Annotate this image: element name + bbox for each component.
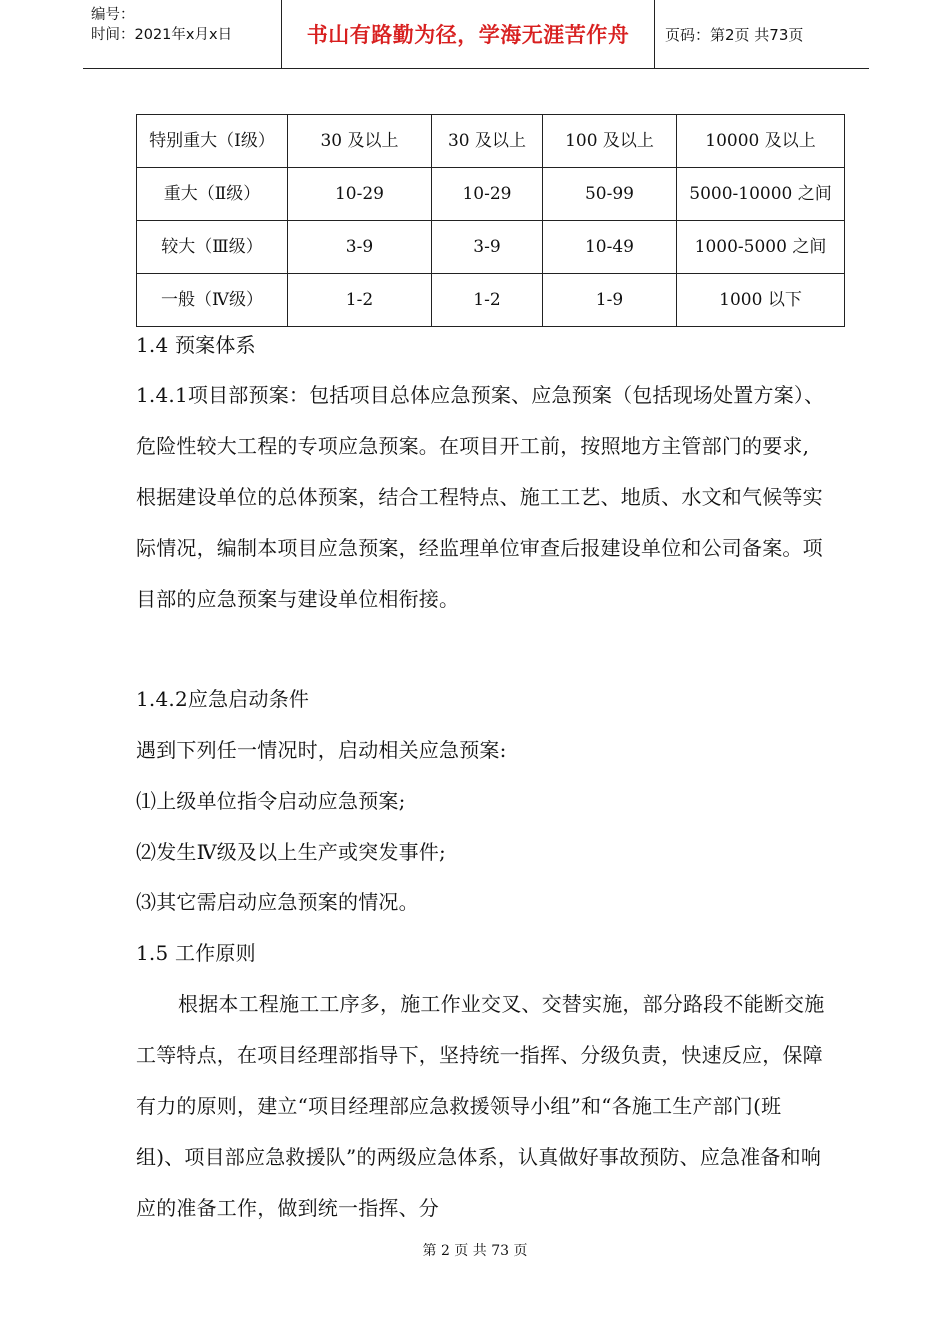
table-cell: 10000 及以上 [677, 115, 845, 168]
time-label: 时间：2021年x月x日 [91, 27, 233, 43]
table-row [137, 115, 845, 168]
table-cell: 10-49 [543, 221, 677, 274]
incident-level-table [136, 114, 845, 327]
condition-item-2: ⑵发生Ⅳ级及以上生产或突发事件; [136, 840, 446, 864]
table-cell: 10-29 [288, 168, 432, 221]
table-row [137, 274, 845, 327]
table-row [137, 221, 845, 274]
page-footer: 第 2 页 共 73 页 [422, 1243, 528, 1259]
paragraph-1-5: 根据本工程施工工序多，施工作业交叉、交替实施，部分路段不能断交施工等特点，在项目经理部指导下，坚持统一指挥、分级负责，快速反应，保障有力的原则，建立“项目经理部应急救援领导小组”和“各施工生产部门(班组)、项目部应急救援队”的两级应急体系，认真做好事故预防、应急准备和响应的准备工作，做到统一指挥、分 [136, 992, 825, 1220]
table-cell: 3-9 [288, 221, 432, 274]
table-cell: 1000-5000 之间 [677, 221, 845, 274]
heading-1-5: 1.5 工作原则 [136, 941, 256, 965]
table-cell: 1-2 [288, 274, 432, 327]
condition-intro: 遇到下列任一情况时，启动相关应急预案: [136, 738, 507, 762]
table-cell: 1000 以下 [677, 274, 845, 327]
page-header [83, 0, 869, 69]
header-meta [83, 0, 282, 68]
table-row [137, 168, 845, 221]
table-cell: 30 及以上 [432, 115, 543, 168]
paragraph-1-4-1: 1.4.1项目部预案：包括项目总体应急预案、应急预案（包括现场处置方案）、危险性较大工程的专项应急预案。在项目开工前，按照地方主管部门的要求,根据建设单位的总体预案，结合工程特点、施工工艺、地质、水文和气候等实际情况，编制本项目应急预案，经监理单位审查后报建设单位和公司备案。项目部的应急预案与建设单位相衔接。 [136, 383, 825, 611]
table-cell: 1-2 [432, 274, 543, 327]
header-page-info: 页码：第2页 共73页 [665, 25, 804, 44]
table-cell: 50-99 [543, 168, 677, 221]
condition-item-3: ⑶其它需启动应急预案的情况。 [136, 890, 419, 914]
table-cell: 10-29 [432, 168, 543, 221]
heading-1-4-2: 1.4.2应急启动条件 [136, 687, 310, 711]
table-cell: 100 及以上 [543, 115, 677, 168]
table-cell: 1-9 [543, 274, 677, 327]
table-cell: 3-9 [432, 221, 543, 274]
table-cell: 较大（Ⅲ级） [137, 221, 288, 274]
table-cell: 一般（Ⅳ级） [137, 274, 288, 327]
number-label: 编号： [91, 7, 135, 23]
heading-1-4: 1.4 预案体系 [136, 333, 256, 357]
condition-item-1: ⑴上级单位指令启动应急预案; [136, 789, 406, 813]
header-motto: 书山有路勤为径，学海无涯苦作舟 [282, 0, 655, 68]
table-cell: 特别重大（Ⅰ级） [137, 115, 288, 168]
table-cell: 30 及以上 [288, 115, 432, 168]
table-cell: 5000-10000 之间 [677, 168, 845, 221]
table-cell: 重大（Ⅱ级） [137, 168, 288, 221]
